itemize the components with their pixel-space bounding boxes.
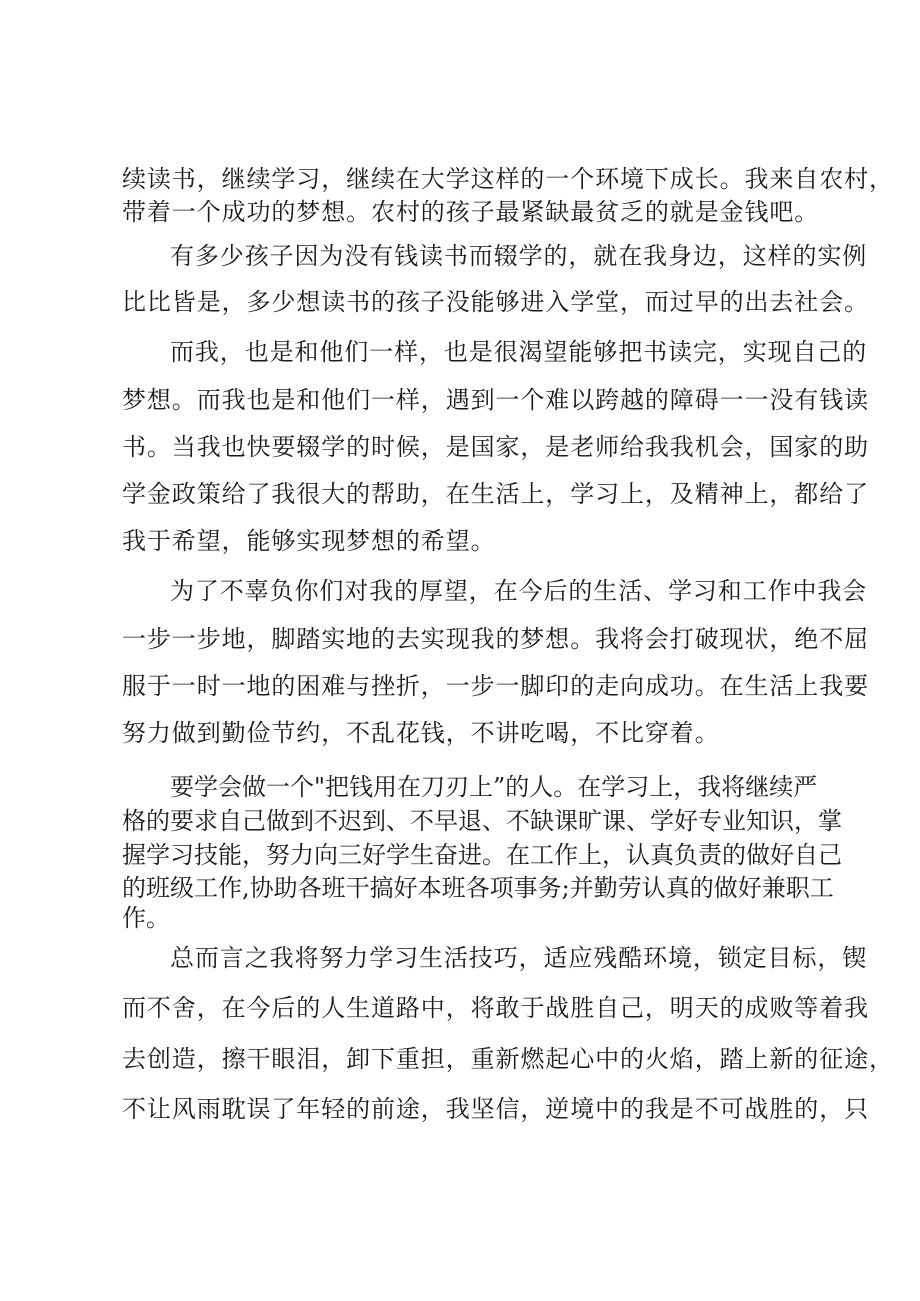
text-line: 作。 — [122, 904, 170, 932]
text-line: 我于希望，能够实现梦想的希望。 — [122, 527, 496, 555]
text-line: 有多少孩子因为没有钱读书而辍学的，就在我身边，这样的实例 — [170, 242, 868, 270]
text-line: 书。当我也快要辍学的时候，是国家，是老师给我我机会，国家的助 — [122, 433, 869, 461]
text-line: 而我，也是和他们一样，也是很渴望能够把书读完，实现自己的 — [170, 338, 868, 366]
text-line: 学金政策给了我很大的帮助，在生活上，学习上，及精神上，都给了 — [122, 480, 869, 508]
text-line: 带着一个成功的梦想。农村的孩子最紧缺最贫乏的就是金钱吧。 — [122, 198, 820, 226]
text-line: 握学习技能，努力向三好学生奋进。在工作上，认真负责的做好自己 — [122, 841, 842, 869]
text-line: 去创造，擦干眼泪，卸下重担，重新燃起心中的火焰，踏上新的征途， — [122, 1045, 894, 1073]
text-line: 要学会做一个"把钱用在刀刃上”的人。在学习上，我将继续严 — [170, 773, 818, 801]
text-line: 梦想。而我也是和他们一样，遇到一个难以跨越的障碍一一没有钱读 — [122, 386, 869, 414]
text-line: 格的要求自己做到不迟到、不早退、不缺课旷课、学好专业知识，掌 — [122, 807, 842, 835]
text-line: 的班级工作,协助各班干搞好本班各项事务;并勤劳认真的做好兼职工 — [122, 874, 834, 902]
text-line: 努力做到勤俭节约，不乱花钱，不讲吃喝，不比穿着。 — [122, 719, 720, 747]
text-line: 服于一时一地的困难与挫折，一步一脚印的走向成功。在生活上我要 — [122, 672, 869, 700]
text-line: 一步一步地，脚踏实地的去实现我的梦想。我将会打破现状，绝不屈 — [122, 625, 869, 653]
text-line: 不让风雨耽误了年轻的前途，我坚信，逆境中的我是不可战胜的，只 — [122, 1095, 869, 1123]
text-line: 续读书，继续学习，继续在大学这样的一个环境下成长。我来自农村， — [122, 165, 894, 193]
text-line: 比比皆是，多少想读书的孩子没能够进入学堂，而过早的出去社会。 — [122, 288, 869, 316]
text-line: 为了不辜负你们对我的厚望，在今后的生活、学习和工作中我会 — [170, 577, 868, 605]
text-line: 而不舍，在今后的人生道路中，将敢于战胜自己，明天的成败等着我 — [122, 994, 869, 1022]
text-line: 总而言之我将努力学习生活技巧，适应残酷环境，锁定目标，锲 — [170, 944, 868, 972]
